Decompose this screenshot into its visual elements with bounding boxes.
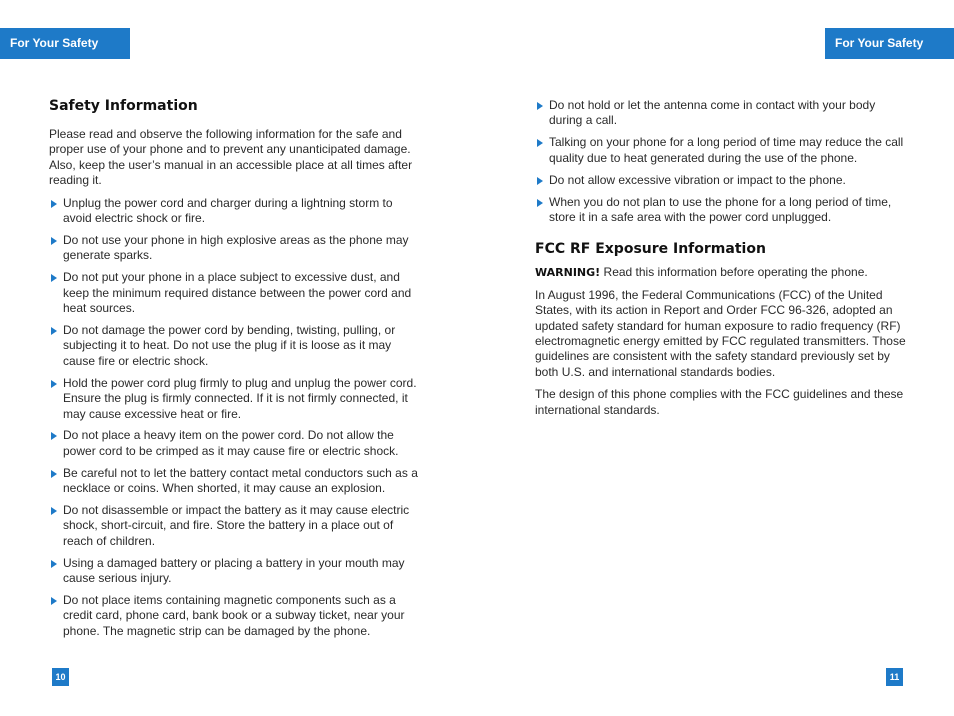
triangle-right-icon [51, 380, 57, 388]
left-bullet-item [49, 376, 421, 422]
triangle-right-icon [537, 139, 543, 147]
triangle-right-icon [51, 327, 57, 335]
left-bullet-item [49, 233, 421, 264]
triangle-right-icon [537, 199, 543, 207]
bullet-text: Using a damaged battery or placing a battery in your mouth may cause serious injury. [63, 555, 405, 586]
fcc-heading: FCC RF Exposure Information [535, 241, 766, 258]
page-number-right: 11 [886, 668, 903, 686]
bullet-text: Do not use your phone in high explosive areas as the phone may generate sparks. [63, 232, 409, 263]
bullet-text: Do not place items containing magnetic components such as a credit card, phone card, bank book or a subway ticket, near your phone. The magnetic strip can be damaged by the phone. [63, 593, 405, 638]
triangle-right-icon [537, 177, 543, 185]
triangle-right-icon [51, 470, 57, 478]
warning-label: WARNING! [535, 266, 601, 280]
bullet-text: Do not place a heavy item on the power cord. Do not allow the power cord to be crimped as it may cause fire or electric shock. [63, 428, 399, 458]
triangle-right-icon [51, 597, 57, 605]
section-tab-right: For Your Safety [825, 28, 954, 59]
right-bullet-item [535, 173, 907, 188]
left-bullet-item [49, 428, 421, 459]
section-tab-left: For Your Safety [0, 28, 130, 59]
bullet-text: Unplug the power cord and charger during a lightning storm to avoid electric shock or fire. [63, 195, 393, 226]
bullet-text: Hold the power cord plug firmly to plug and unplug the power cord. Ensure the plug is firmly connected. If it is not firmly connected, it may cause excessive heat or fire. [63, 375, 417, 421]
right-page-column [535, 98, 907, 418]
triangle-right-icon [51, 274, 57, 282]
bullet-text: Do not put your phone in a place subject to excessive dust, and keep the minimum required distance between the power cord and heat sources. [63, 270, 412, 316]
bullet-text: Do not hold or let the antenna come in contact with your body during a call. [549, 98, 876, 128]
left-bullet-item [49, 466, 421, 497]
triangle-right-icon [51, 200, 57, 208]
left-bullet-item [49, 556, 421, 587]
triangle-right-icon [51, 237, 57, 245]
right-bullet-item [535, 135, 907, 166]
intro-paragraph: Please read and observe the following information for the safe and proper use of your phone and to prevent any unanticipated damage. Also, keep the user’s manual in an accessible place at all times after reading it. [49, 127, 413, 188]
warning-text: Read this information before operating the phone. [600, 265, 868, 280]
fcc-paragraph-1: In August 1996, the Federal Communications (FCC) of the United States, with its action in Report and Order FCC 96-326, adopted an updated safety standard for human exposure to radio frequency (RF) electromagnetic energy emitted by FCC regulated transmitters. Those guidelines are consistent with the safety standard previously set by both U.S. and international standards bodies. [535, 287, 906, 379]
triangle-right-icon [51, 432, 57, 440]
bullet-text: Do not disassemble or impact the battery as it may cause electric shock, short-circuit, and fire. Store the battery in a place out of reach of children. [63, 503, 410, 548]
left-bullet-item [49, 196, 421, 227]
bullet-text: When you do not plan to use the phone for a long period of time, store it in a safe area with the power cord unplugged. [549, 194, 892, 224]
warning-line [535, 265, 907, 280]
fcc-paragraph-2: The design of this phone complies with the FCC guidelines and these international standards. [535, 387, 904, 417]
safety-information-heading: Safety Information [49, 98, 198, 114]
triangle-right-icon [51, 507, 57, 515]
left-bullet-item [49, 503, 421, 549]
left-bullet-list [49, 196, 421, 640]
left-page-column [49, 98, 421, 646]
right-bullet-list [535, 98, 907, 225]
bullet-text: Be careful not to let the battery contact metal conductors such as a necklace or coins. When shorted, it may cause an explosion. [63, 465, 418, 496]
left-bullet-item [49, 270, 421, 316]
page-number-left: 10 [52, 668, 69, 686]
bullet-text: Do not allow excessive vibration or impact to the phone. [549, 172, 846, 187]
bullet-text: Talking on your phone for a long period of time may reduce the call quality due to heat generated during the use of the phone. [549, 135, 904, 165]
triangle-right-icon [51, 560, 57, 568]
triangle-right-icon [537, 102, 543, 110]
left-bullet-item [49, 323, 421, 369]
right-bullet-item [535, 98, 907, 129]
bullet-text: Do not damage the power cord by bending, twisting, pulling, or subjecting it to heat. Do not use the plug if it is loose as it may cause fire or electric shock. [63, 322, 396, 368]
left-bullet-item [49, 593, 421, 639]
right-bullet-item [535, 195, 907, 226]
